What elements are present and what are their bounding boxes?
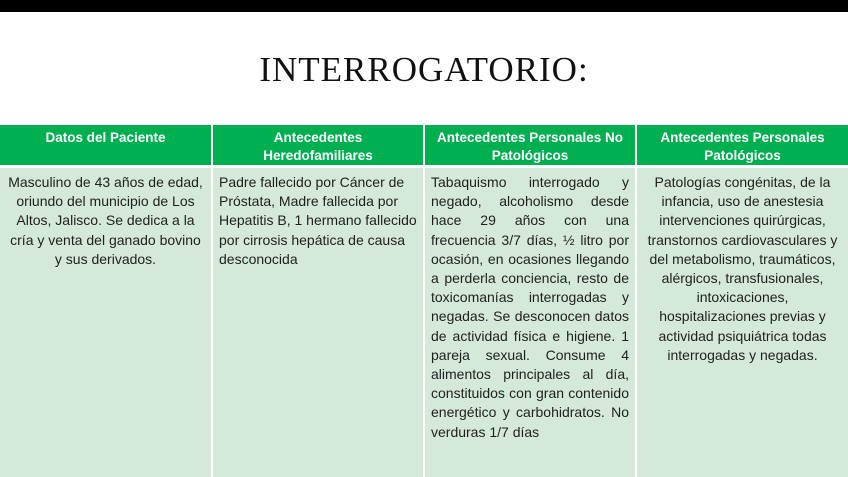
header-heredofamiliares: Antecedentes Heredofamiliares bbox=[212, 125, 424, 167]
header-datos-paciente: Datos del Paciente bbox=[0, 125, 212, 167]
interrogation-table bbox=[0, 125, 848, 477]
header-no-patologicos: Antecedentes Personales No Patológicos bbox=[424, 125, 636, 167]
top-bar bbox=[0, 0, 848, 12]
cell-patologicos: Patologías congénitas, de la infancia, uso de anestesia intervenciones quirúrgicas, transtornos cardiovasculares y del metabolismo, traumáticos, alérgicos, transfusionales, intoxicaciones, hospitalizaciones previas y actividad psiquiátrica todas interrogadas y negadas. bbox=[636, 167, 848, 477]
cell-heredofamiliares: Padre fallecido por Cáncer de Próstata, Madre fallecida por Hepatitis B, 1 hermano fallecido por cirrosis hepática de causa desconocida bbox=[212, 167, 424, 477]
table-row bbox=[0, 167, 848, 477]
table-header-row bbox=[0, 125, 848, 167]
slide-title: INTERROGATORIO: bbox=[259, 50, 589, 89]
cell-datos-paciente: Masculino de 43 años de edad, oriundo del municipio de Los Altos, Jalisco. Se dedica a la cría y venta del ganado bovino y sus derivados. bbox=[0, 167, 212, 477]
header-patologicos: Antecedentes Personales Patológicos bbox=[636, 125, 848, 167]
cell-no-patologicos: Tabaquismo interrogado y negado, alcoholismo desde hace 29 años con una frecuencia 3/7 días, ½ litro por ocasión, en ocasiones llegando a perderla conciencia, resto de toxicomanías interrogadas y negadas. Se desconocen datos de actividad física e higiene. 1 pareja sexual. Consume 4 alimentos principales al día, constituidos con gran contenido energético y carbohidratos. No verduras 1/7 días bbox=[424, 167, 636, 477]
